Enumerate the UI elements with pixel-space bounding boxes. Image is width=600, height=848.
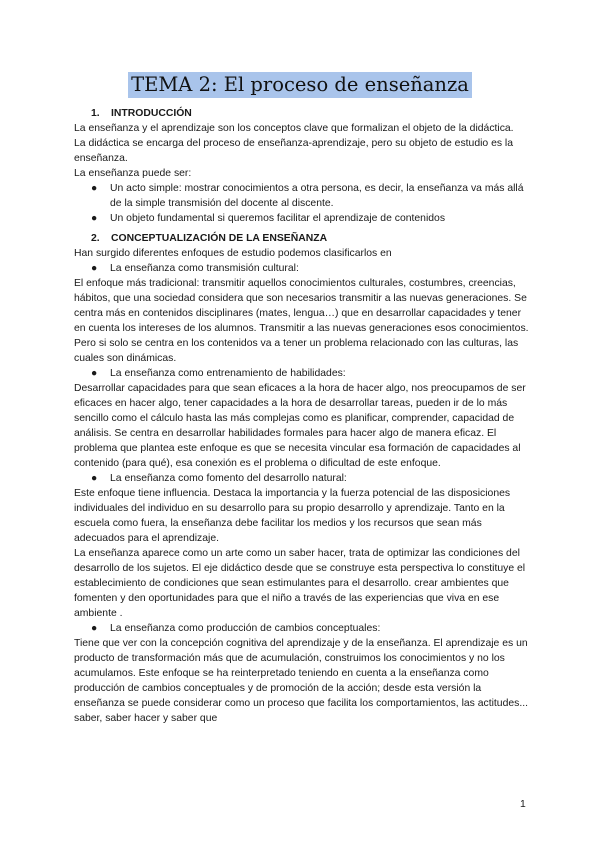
paragraph: Desarrollar capacidades para que sean eficaces a la hora de hacer algo, nos preocupamos de ser eficaces en hacer algo, tener capacidades a la hora de desarrollar tareas, pueden ir de lo más sencillo como el cálculo hasta las más complejas como es planificar, comprender, capacidad de análisis. Se centra en desarrollar habilidades formales para hacer algo de manera eficaz. El problema que plantea este enfoque es que se necesita vincular esa formación de capacidades al contenido (para qué), esa conexión es el problema o dificultad de este enfoque. [74,383,526,469]
list-item-text: La enseñanza como fomento del desarrollo natural: [110,473,347,484]
list-item-text: La enseñanza como entrenamiento de habilidades: [110,368,346,379]
list-item [74,211,530,226]
bullet-icon: ● [91,183,98,194]
list-item [74,621,530,636]
paragraph: La enseñanza aparece como un arte como un saber hacer, trata de optimizar las condiciones del desarrollo de los sujetos. El eje didáctico desde que se construye esta perspectiva lo constituye el establecimiento de condiciones que sean estimulantes para el desarrollo. crear ambientes que fomenten y den oportunidades para que el niño a través de las experiencias que viva en ese ambiente . [74,548,526,619]
section-heading-text: CONCEPTUALIZACIÓN DE LA ENSEÑANZA [111,233,328,244]
list-item [74,181,530,211]
paragraph: El enfoque más tradicional: transmitir aquellos conocimientos culturales, costumbres, creencias, hábitos, que una sociedad considera que son necesarios transmitir a las nuevas generaciones. Se centra más en contenidos disciplinares (mates, lengua…) que en desarrollar capacidades y tener en cuenta los intereses de los alumnos. Transmitir a las nuevas generaciones esos conocimientos. Pero si solo se centra en los contenidos va a tener un problema relacionado con las culturas, las cuales son dinámicas. [74,278,529,364]
section-heading-conceptualizacion [91,231,530,246]
bullet-list [74,471,530,486]
paragraph: Han surgido diferentes enfoques de estudio podemos clasificarlos en [74,248,392,259]
list-item [74,366,530,381]
section-heading-introduccion [91,106,530,121]
list-item-text: La enseñanza como producción de cambios conceptuales: [110,623,381,634]
paragraph: La didáctica se encarga del proceso de enseñanza-aprendizaje, pero su objeto de estudio es la enseñanza. [74,138,514,164]
paragraph: Este enfoque tiene influencia. Destaca la importancia y la fuerza potencial de las disposiciones individuales del individuo en su desarrollo para su propio desarrollo y aprendizaje. Tanto en la escuela como fuera, la enseñanza debe facilitar los medios y los recursos que sean más adecuados para el aprendizaje. [74,488,511,544]
list-item-text: Un objeto fundamental si queremos facilitar el aprendizaje de contenidos [110,213,446,224]
page-title: TEMA 2: El proceso de enseñanza [128,72,472,98]
document-body [74,106,530,726]
bullet-list [74,621,530,636]
bullet-icon: ● [91,263,98,274]
bullet-icon: ● [91,213,98,224]
title-wrap [0,72,600,98]
list-item [74,261,530,276]
paragraph: La enseñanza puede ser: [74,168,192,179]
bullet-list [74,366,530,381]
list-item-text: Un acto simple: mostrar conocimientos a otra persona, es decir, la enseñanza va más allá de la simple transmisión del docente al discente. [110,183,524,209]
page-number: 1 [520,799,526,810]
bullet-list [74,181,530,226]
bullet-icon: ● [91,623,98,634]
paragraph: Tiene que ver con la concepción cognitiva del aprendizaje y de la enseñanza. El aprendizaje es un producto de transformación más que de acumulación, construimos los conocimientos y no los acumulamos. Este enfoque se ha reinterpretado teniendo en cuenta a la enseñanza como producción de cambios conceptuales y de promoción de la acción; desde esta versión la enseñanza se puede considerar como un proceso que facilita los comportamientos, las actitudes... [74,638,528,709]
list-item [74,471,530,486]
section-heading-text: INTRODUCCIÓN [111,108,192,119]
bullet-icon: ● [91,473,98,484]
paragraph: La enseñanza y el aprendizaje son los conceptos clave que formalizan el objeto de la didáctica. [74,123,514,134]
section-number: 2. [91,233,100,244]
section-number: 1. [91,108,100,119]
paragraph: saber, saber hacer y saber que [74,713,218,724]
bullet-icon: ● [91,368,98,379]
bullet-list [74,261,530,276]
list-item-text: La enseñanza como transmisión cultural: [110,263,299,274]
